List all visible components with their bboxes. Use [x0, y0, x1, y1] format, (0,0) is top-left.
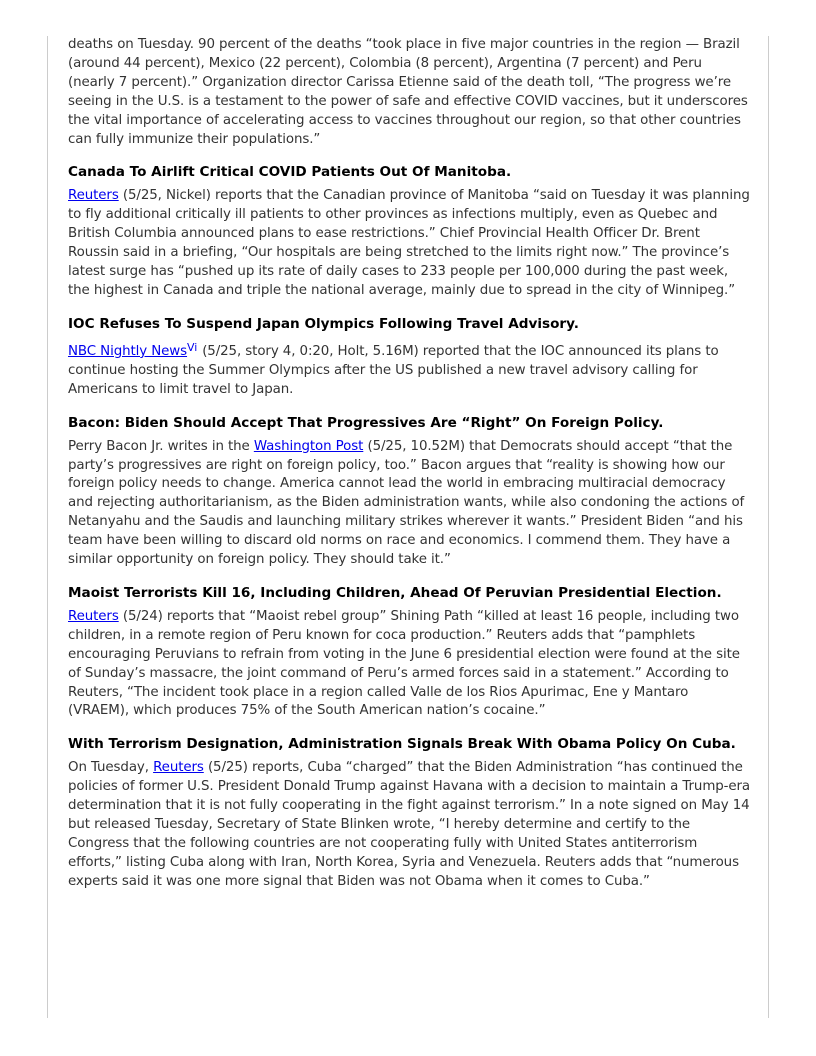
source-link-reuters[interactable]: Reuters: [153, 760, 204, 776]
article-body: NBC Nightly News$^{Vi}$ (5/25, story 4, 0:20, Holt, 5.16M) reported that the IOC announced its plans to continue hosting the Summer Olympics after the US published a new travel advisory calling for Americans to limit travel to Japan.: [68, 340, 719, 397]
article-title: Bacon: Biden Should Accept That Progressives Are “Right” On Foreign Policy.: [68, 414, 664, 431]
article-body: Reuters (5/24) reports that “Maoist rebel group” Shining Path “killed at least 16 people, including two children, in a remote region of Peru known for coca production.” Reuters adds that “pamphlets encouraging Peruvians to refrain from voting in the June 6 presidential election were found at the site of Sunday’s massacre, the joint command of Peru’s armed forces said in a statement.” According to Reuters, “The incident took place in a region called Valle de los Rios Apurimac, Ene y Mantaro (VRAEM), which produces 75% of the South American nation’s cocaine.”: [68, 608, 740, 719]
source-link-washington-post[interactable]: Washington Post: [253, 438, 364, 454]
article-title: With Terrorism Designation, Administration Signals Break With Obama Policy On Cuba.: [68, 736, 736, 753]
article-body: Perry Bacon Jr. writes in the Washington Post (5/25, 10.52M) that Democrats should accept “that the party’s progressives are right on foreign policy, too.” Bacon argues that “reality is showing how our foreign policy needs to change. America cannot lead the world in embracing multiracial democracy and rejecting authoritarianism, as the Biden administration wants, while also condoning the actions of Netanyahu and the Saudis and launching military strikes wherever it wants.” President Biden “and his team have been willing to discard old norms on race and economics. I commend them. They have a similar opportunity on foreign policy. They should take it.”: [68, 438, 745, 568]
article-title: IOC Refuses To Suspend Japan Olympics Following Travel Advisory.: [68, 315, 579, 332]
video-marker[interactable]: Vi: [187, 340, 198, 354]
article-body: Reuters (5/25, Nickel) reports that the Canadian province of Manitoba “said on Tuesday it was planning to fly additional critically ill patients to other provinces as infections multiply, even as Quebec and British Columbia announced plans to ease restrictions.” Chief Provincial Health Officer Dr. Brent Roussin said in a briefing, “Our hospitals are being stretched to the limits right now.” The province’s latest surge has “pushed up its rate of daily cases to 233 people per 100,000 during the past week, the highest in Canada and triple the national average, mainly due to spread in the city of Winnipeg.”: [68, 188, 750, 298]
document-content: [68, 36, 752, 892]
article-peru: [68, 584, 752, 721]
source-link-reuters[interactable]: Reuters: [68, 188, 119, 204]
source-link-nbc[interactable]: NBC Nightly News: [68, 343, 188, 359]
article-cuba: [68, 735, 752, 891]
article-body: On Tuesday, Reuters (5/25) reports, Cuba “charged” that the Biden Administration “has continued the policies of former U.S. President Donald Trump against Havana with a decision to maintain a Trump-era determination that it is not fully cooperating in the fight against terrorism.” In a note signed on May 14 but released Tuesday, Secretary of State Blinken wrote, “I hereby determine and certify to the Congress that the following countries are not cooperating fully with United States antiterrorism efforts,” listing Cuba along with Iran, North Korea, Syria and Venezuela. Reuters adds that “numerous experts said it was one more signal that Biden was not Obama when it comes to Cuba.”: [68, 760, 751, 889]
article-title: Canada To Airlift Critical COVID Patients Out Of Manitoba.: [68, 164, 512, 181]
source-link-reuters[interactable]: Reuters: [68, 608, 119, 624]
article-manitoba: [68, 163, 752, 300]
article-title: Maoist Terrorists Kill 16, Including Children, Ahead Of Peruvian Presidential Election.: [68, 584, 722, 601]
intro-paragraph: deaths on Tuesday. 90 percent of the deaths “took place in five major countries in the region — Brazil (around 44 percent), Mexico (22 percent), Colombia (8 percent), Argentina (7 percent) and Peru (nearly 7 percent).” Organization director Carissa Etienne said of the death toll, “The progress we’re seeing in the U.S. is a testament to the power of safe and effective COVID vaccines, but it underscores the vital importance of accelerating access to vaccines throughout our region, so that other countries can fully immunize their populations.”: [68, 37, 748, 147]
article-ioc: [68, 315, 752, 400]
article-bacon: [68, 414, 752, 570]
